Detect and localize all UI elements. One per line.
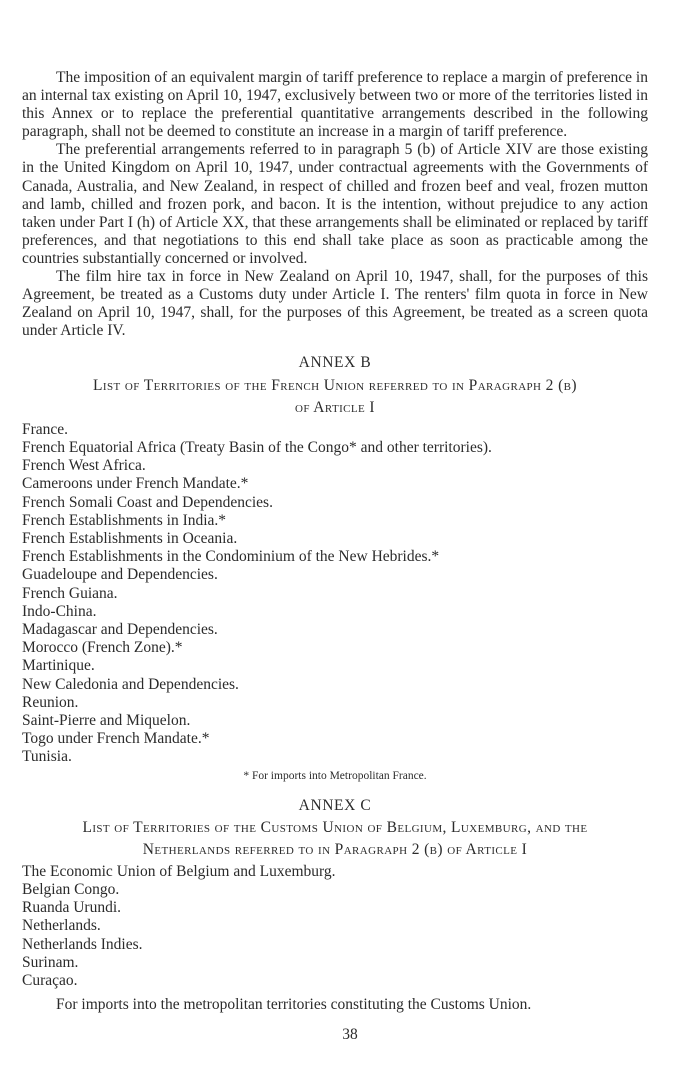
list-item: French Equatorial Africa (Treaty Basin of the Congo* and other territories). (22, 438, 492, 456)
list-item: Martinique. (22, 657, 95, 675)
annex-c-territory-list (22, 863, 648, 990)
annex-b-heading: ANNEX B (298, 354, 372, 372)
annex-c-subheading-line1: List of Territories of the Customs Union of Belgium, Luxemburg, and the (82, 818, 588, 836)
page-number: 38 (342, 1026, 358, 1043)
list-item: New Caledonia and Dependencies. (22, 675, 239, 693)
list-item: The Economic Union of Belgium and Luxemburg. (22, 862, 336, 880)
list-item: Netherlands. (22, 917, 101, 935)
annex-c-closing-note: For imports into the metropolitan territories constituting the Customs Union. (56, 996, 532, 1014)
list-item: French West Africa. (22, 457, 146, 475)
annex-b-territory-list (22, 421, 648, 767)
list-item: Madagascar and Dependencies. (22, 620, 218, 638)
annex-b-footnote: * For imports into Metropolitan France. (243, 769, 427, 782)
list-item: Netherlands Indies. (22, 935, 143, 953)
list-item: French Establishments in Oceania. (22, 529, 238, 547)
list-item: Surinam. (22, 953, 79, 971)
list-item: Cameroons under French Mandate.* (22, 475, 249, 493)
list-item: French Guiana. (22, 584, 118, 602)
paragraph-film-hire-tax: The film hire tax in force in New Zealand on April 10, 1947, shall, for the purposes of this Agreement, be treated as a Customs duty under Article I. The renters' film quota in force in New Zealand on April 10, 1947, shall, for the purposes of this Agreement, be treated as a screen quota under Article IV. (22, 268, 648, 340)
list-item: Ruanda Urundi. (22, 899, 122, 917)
list-item: Guadeloupe and Dependencies. (22, 566, 218, 584)
list-item: Tunisia. (22, 748, 72, 766)
list-item: Saint-Pierre and Miquelon. (22, 711, 191, 729)
list-item: Morocco (French Zone).* (22, 639, 183, 657)
list-item: French Establishments in India.* (22, 511, 227, 529)
list-item: Togo under French Mandate.* (22, 730, 210, 748)
annex-c-subheading-line2: Netherlands referred to in Paragraph 2 (b) of Article I (142, 840, 528, 858)
list-item: French Establishments in the Condominium of the New Hebrides.* (22, 548, 440, 566)
annex-b-subheading-line2: of Article I (295, 398, 375, 416)
annex-b-subheading-line1: List of Territories of the French Union referred to in Paragraph 2 (b) (93, 376, 577, 394)
list-item: Reunion. (22, 693, 79, 711)
paragraph-tariff-preference: The imposition of an equivalent margin of tariff preference to replace a margin of preference in an internal tax existing on April 10, 1947, exclusively between two or more of the territories listed in this Annex or to replace the preferential quantitative arrangements described in the following paragraph, shall not be deemed to constitute an increase in a margin of tariff preference. (22, 69, 648, 141)
list-item: Indo-China. (22, 602, 97, 620)
list-item: French Somali Coast and Dependencies. (22, 493, 273, 511)
page-content (22, 69, 648, 1014)
list-item: France. (22, 420, 69, 438)
annex-c-heading: ANNEX C (298, 796, 372, 814)
list-item: Belgian Congo. (22, 881, 120, 899)
paragraph-preferential-arrangements: The preferential arrangements referred to in paragraph 5 (b) of Article XIV are those existing in the United Kingdom on April 10, 1947, under contractual agreements with the Governments of Canada, Australia, and New Zealand, in respect of chilled and frozen beef and veal, frozen mutton and lamb, chilled and frozen pork, and bacon. It is the intention, without prejudice to any action taken under Part I (h) of Article XX, that these arrangements shall be eliminated or replaced by tariff preferences, and that negotiations to this end shall take place as soon as practicable among the countries substantially concerned or involved. (22, 141, 648, 267)
list-item: Curaçao. (22, 972, 78, 990)
